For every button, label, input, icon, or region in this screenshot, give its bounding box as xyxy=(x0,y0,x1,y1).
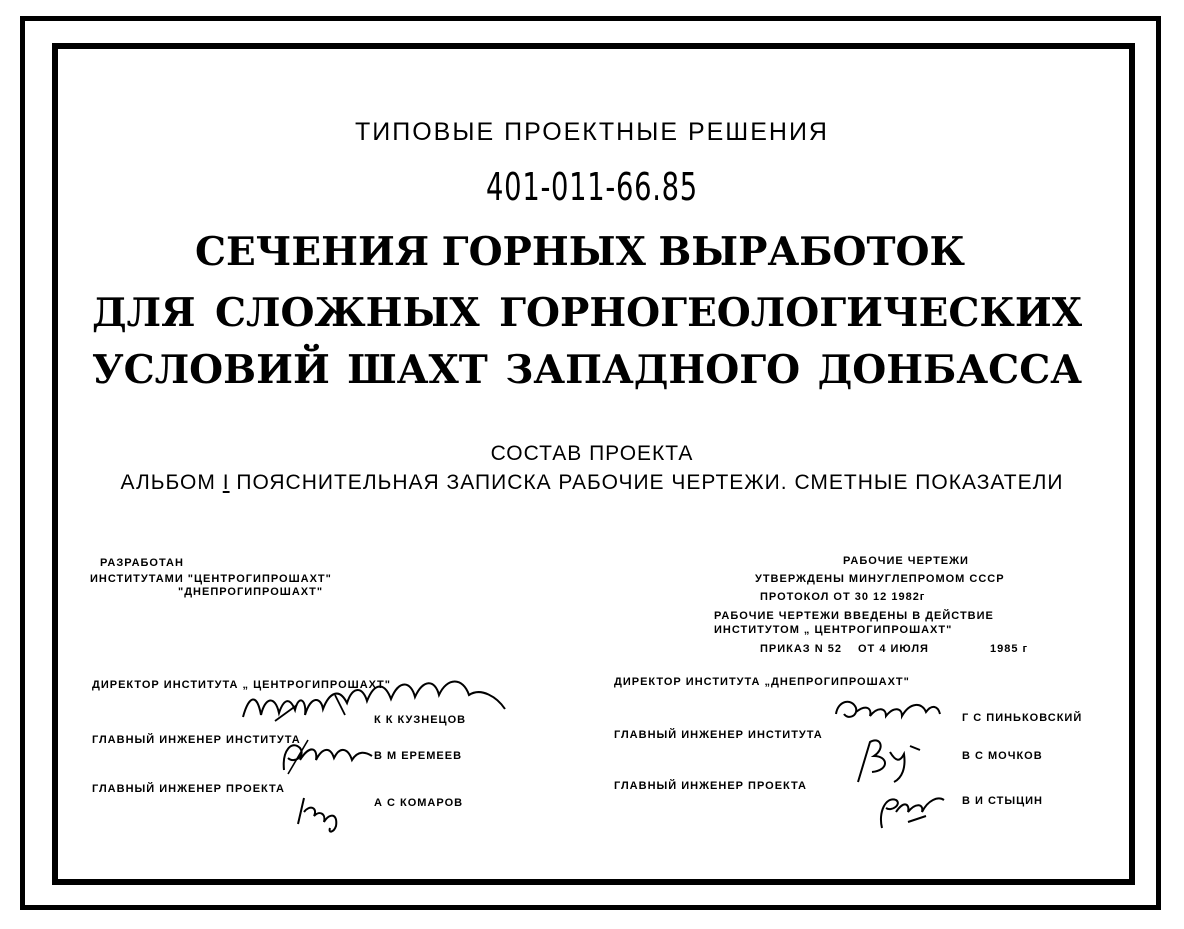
developed-label: РАЗРАБОТАН xyxy=(100,557,184,569)
heading-line-1 xyxy=(195,229,965,275)
project-code: 401-011-66.85 xyxy=(486,165,698,209)
signature-eremeev xyxy=(278,730,378,778)
left-project-engineer-role: ГЛАВНЫЙ ИНЖЕНЕР ПРОЕКТА xyxy=(92,783,285,795)
approval-order-no: ПРИКАЗ N 52 xyxy=(760,643,842,655)
series-title: ТИПОВЫЕ ПРОЕКТНЫЕ РЕШЕНИЯ xyxy=(355,118,829,146)
right-director-name: Г С ПИНЬКОВСКИЙ xyxy=(962,712,1083,724)
right-director-role: ДИРЕКТОР ИНСТИТУТА „ДНЕПРОГИПРОШАХТ" xyxy=(614,676,910,688)
signature-mochkov xyxy=(850,732,930,788)
heading-word: ШАХТ xyxy=(347,347,488,393)
album-contents: ПОЯСНИТЕЛЬНАЯ ЗАПИСКА РАБОЧИЕ ЧЕРТЕЖИ. СМЕТНЫЕ ПОКАЗАТЕЛИ xyxy=(236,471,1064,494)
composition-title: СОСТАВ ПРОЕКТА xyxy=(490,442,694,465)
developed-line-2: "ДНЕПРОГИПРОШАХТ" xyxy=(178,586,324,598)
right-chief-engineer-role: ГЛАВНЫЙ ИНЖЕНЕР ИНСТИТУТА xyxy=(614,729,823,741)
heading-word: ГОРНОГЕОЛОГИЧЕСКИХ xyxy=(499,290,1082,336)
heading-line-2 xyxy=(92,290,1082,336)
signature-komarov xyxy=(292,792,352,836)
developed-line-1: ИНСТИТУТАМИ "ЦЕНТРОГИПРОШАХТ" xyxy=(90,573,332,585)
heading-word: СЕЧЕНИЯ xyxy=(195,229,430,275)
album-prefix: АЛЬБОМ xyxy=(120,471,216,494)
approval-approved-by: УТВЕРЖДЕНЫ МИНУГЛЕПРОМОМ СССР xyxy=(755,573,1005,585)
left-chief-engineer-role: ГЛАВНЫЙ ИНЖЕНЕР ИНСТИТУТА xyxy=(92,734,301,746)
signature-stytsin xyxy=(868,782,948,832)
right-project-engineer-role: ГЛАВНЫЙ ИНЖЕНЕР ПРОЕКТА xyxy=(614,780,807,792)
right-chief-engineer-name: В С МОЧКОВ xyxy=(962,750,1043,762)
heading-line-3 xyxy=(92,347,1082,393)
left-director-name: К К КУЗНЕЦОВ xyxy=(374,714,467,726)
approval-order-year: 1985 г xyxy=(990,643,1029,655)
approval-enacted-by: ИНСТИТУТОМ „ ЦЕНТРОГИПРОШАХТ" xyxy=(714,624,953,636)
left-director-role: ДИРЕКТОР ИНСТИТУТА „ ЦЕНТРОГИПРОШАХТ" xyxy=(92,679,391,691)
signature-pinkovsky xyxy=(828,690,948,730)
heading-word: ВЫРАБОТОК xyxy=(658,229,965,275)
album-number: I xyxy=(222,471,230,494)
right-project-engineer-name: В И СТЫЦИН xyxy=(962,795,1044,807)
left-chief-engineer-name: В М ЕРЕМЕЕВ xyxy=(374,750,463,762)
album-line xyxy=(0,471,1184,495)
heading-word: ЗАПАДНОГО xyxy=(505,347,801,393)
heading-word: ДОНБАССА xyxy=(817,347,1082,393)
heading-word: УСЛОВИЙ xyxy=(92,347,330,393)
signature-kuznetsov xyxy=(235,665,515,735)
approval-protocol: ПРОТОКОЛ ОТ 30 12 1982г xyxy=(760,591,926,603)
approval-enacted: РАБОЧИЕ ЧЕРТЕЖИ ВВЕДЕНЫ В ДЕЙСТВИЕ xyxy=(714,610,994,622)
heading-word: СЛОЖНЫХ xyxy=(215,290,480,336)
heading-word: ГОРНЫХ xyxy=(441,229,646,275)
left-project-engineer-name: А С КОМАРОВ xyxy=(374,797,464,809)
approval-order-date: ОТ 4 ИЮЛЯ xyxy=(858,643,929,655)
heading-word: ДЛЯ xyxy=(92,290,196,336)
approval-title: РАБОЧИЕ ЧЕРТЕЖИ xyxy=(843,555,969,567)
